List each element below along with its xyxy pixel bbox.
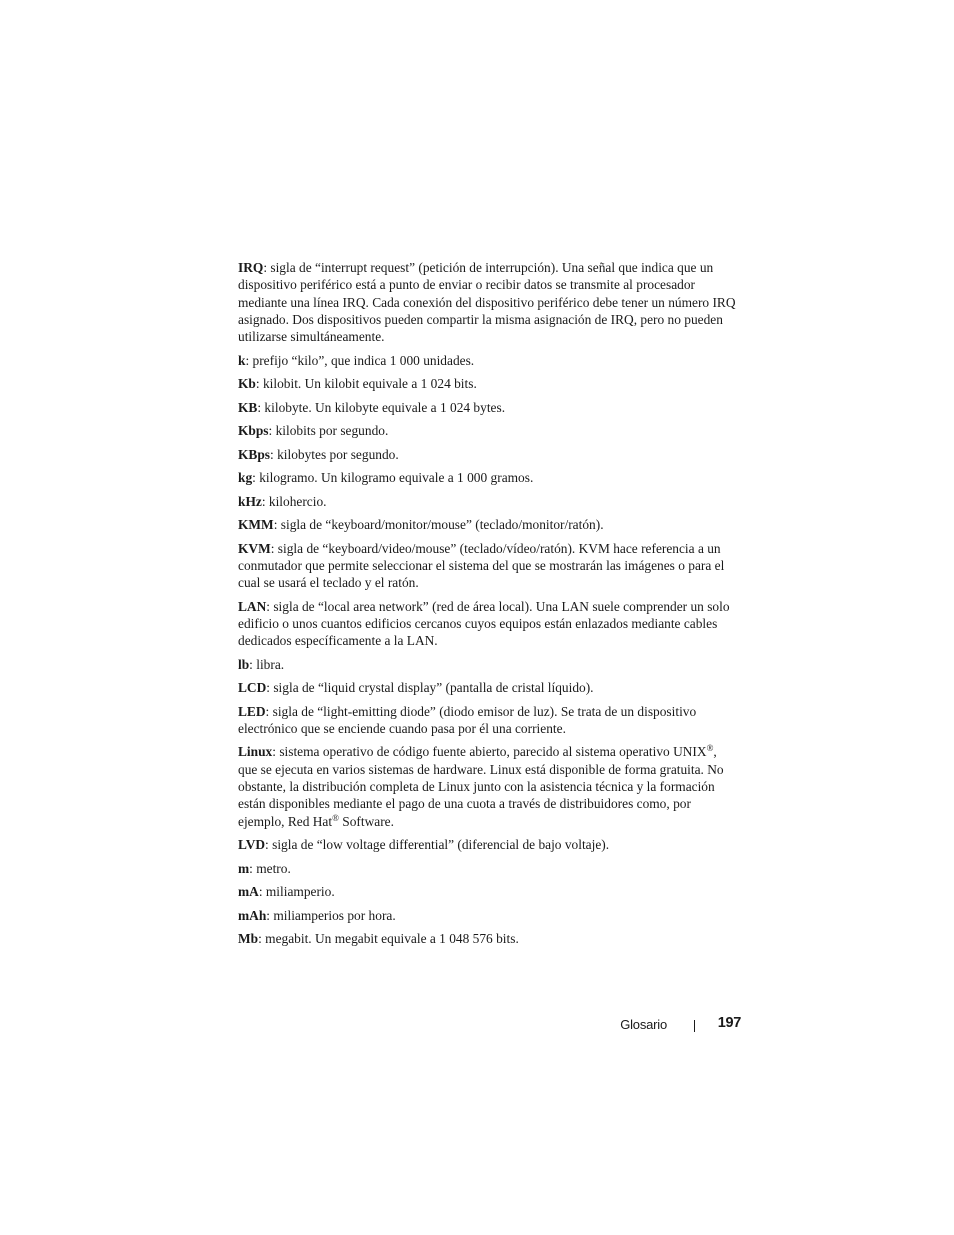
glossary-term: LED [238,703,266,719]
glossary-term: KBps [238,446,271,462]
registered-mark: ® [706,743,714,754]
glossary-entry [238,907,738,924]
glossary-definition: : kilobytes por segundo. [270,446,399,462]
glossary-definition: : kilobits por segundo. [268,423,389,439]
glossary-term: k [238,352,246,368]
glossary-definition: : miliamperio. [258,884,335,900]
glossary-term: kHz [238,493,262,509]
glossary-entry [238,883,738,900]
glossary-definition: : sigla de “interrupt request” (petición de interrupción). Una señal que indica que un dispositivo periférico está a punto de enviar o recibir datos se transmite al procesador mediante una línea IRQ. Cada conexión del dispositivo periférico debe tener un número IRQ asignado. Dos dispositivos pueden compartir la misma asignación de IRQ, pero no pueden utilizarse simultáneamente. [238,260,736,345]
page-number: 197 [717,1015,741,1031]
glossary-entry [238,860,738,877]
glossary-definition: , que se ejecuta en varios sistemas de hardware. Linux está disponible de forma gratuita. No obstante, la distribución completa de Linux junto con la asistencia técnica y la formación están disponibles mediante el pago de una cuota a través de distribuidores como, por ejemplo, Red Hat [238,744,724,829]
glossary-definition: : kilobit. Un kilobit equivale a 1 024 bits. [255,376,477,392]
glossary-entry [238,259,738,345]
glossary-term: KMM [238,517,274,533]
glossary-definition: : sigla de “keyboard/monitor/mouse” (teclado/monitor/ratón). [273,517,604,533]
glossary-entry [238,679,738,696]
glossary-entry [238,930,738,947]
glossary-definition: : libra. [249,656,285,672]
page-footer [600,1015,741,1035]
glossary-entry [238,352,738,369]
glossary-entry [238,399,738,416]
glossary-definition: : kilobyte. Un kilobyte equivale a 1 024 bytes. [257,399,506,415]
registered-mark: ® [332,812,339,823]
glossary-term: Kb [238,376,256,392]
glossary-definition: : sigla de “liquid crystal display” (pantalla de cristal líquido). [266,680,594,696]
glossary-definition: : sigla de “light-emitting diode” (diodo emisor de luz). Se trata de un dispositivo electrónico que se enciende cuando pasa por él una corriente. [238,703,697,736]
glossary-definition: : kilogramo. Un kilogramo equivale a 1 000 gramos. [252,470,534,486]
glossary-definition: : prefijo “kilo”, que indica 1 000 unidades. [245,352,475,368]
glossary-entry [238,422,738,439]
glossary-entry [238,469,738,486]
glossary-definition: : sigla de “local area network” (red de área local). Una LAN suele comprender un solo edificio o unos cuantos edificios cercanos cuyos equipos están enlazados mediante cables dedicados específicamente a la LAN. [238,598,730,649]
glossary-term: mAh [238,907,267,923]
glossary-definition: : kilohercio. [261,493,327,509]
glossary-term: LVD [238,837,266,853]
glossary-entry [238,743,738,829]
glossary-term: m [238,860,250,876]
glossary-term: LCD [238,680,267,696]
glossary-entry [238,493,738,510]
glossary-term: Linux [238,744,273,760]
glossary-entry [238,375,738,392]
glossary-term: mA [238,884,259,900]
footer-separator [694,1020,695,1032]
glossary-entry [238,516,738,533]
glossary-definition: : sistema operativo de código fuente abierto, parecido al sistema operativo UNIX [272,744,707,760]
glossary-term: IRQ [238,260,264,275]
glossary-term: KB [238,399,258,415]
glossary-term: Kbps [238,423,269,439]
glossary-definition: : metro. [249,860,291,876]
glossary-entry [238,598,738,650]
glossary-definition: : sigla de “low voltage differential” (diferencial de bajo voltaje). [265,837,610,853]
glossary-term: LAN [238,598,267,614]
glossary-entry [238,446,738,463]
glossary-entry [238,836,738,853]
footer-section-title: Glosario [620,1017,667,1032]
glossary-entry [238,540,738,592]
glossary-term: Mb [238,931,259,947]
glossary-definition: Software. [338,813,394,829]
glossary-term: lb [238,656,250,672]
glossary-term: KVM [238,540,271,556]
glossary-definition: : miliamperios por hora. [266,907,396,923]
glossary-entries [238,259,738,954]
glossary-entry [238,703,738,738]
glossary-entry [238,656,738,673]
glossary-term: kg [238,470,253,486]
glossary-definition: : sigla de “keyboard/video/mouse” (teclado/vídeo/ratón). KVM hace referencia a un conmutador que permite seleccionar el sistema del que se mostrarán las imágenes o para el cual se usará el teclado y el ratón. [238,540,725,591]
glossary-definition: : megabit. Un megabit equivale a 1 048 576 bits. [258,931,519,947]
